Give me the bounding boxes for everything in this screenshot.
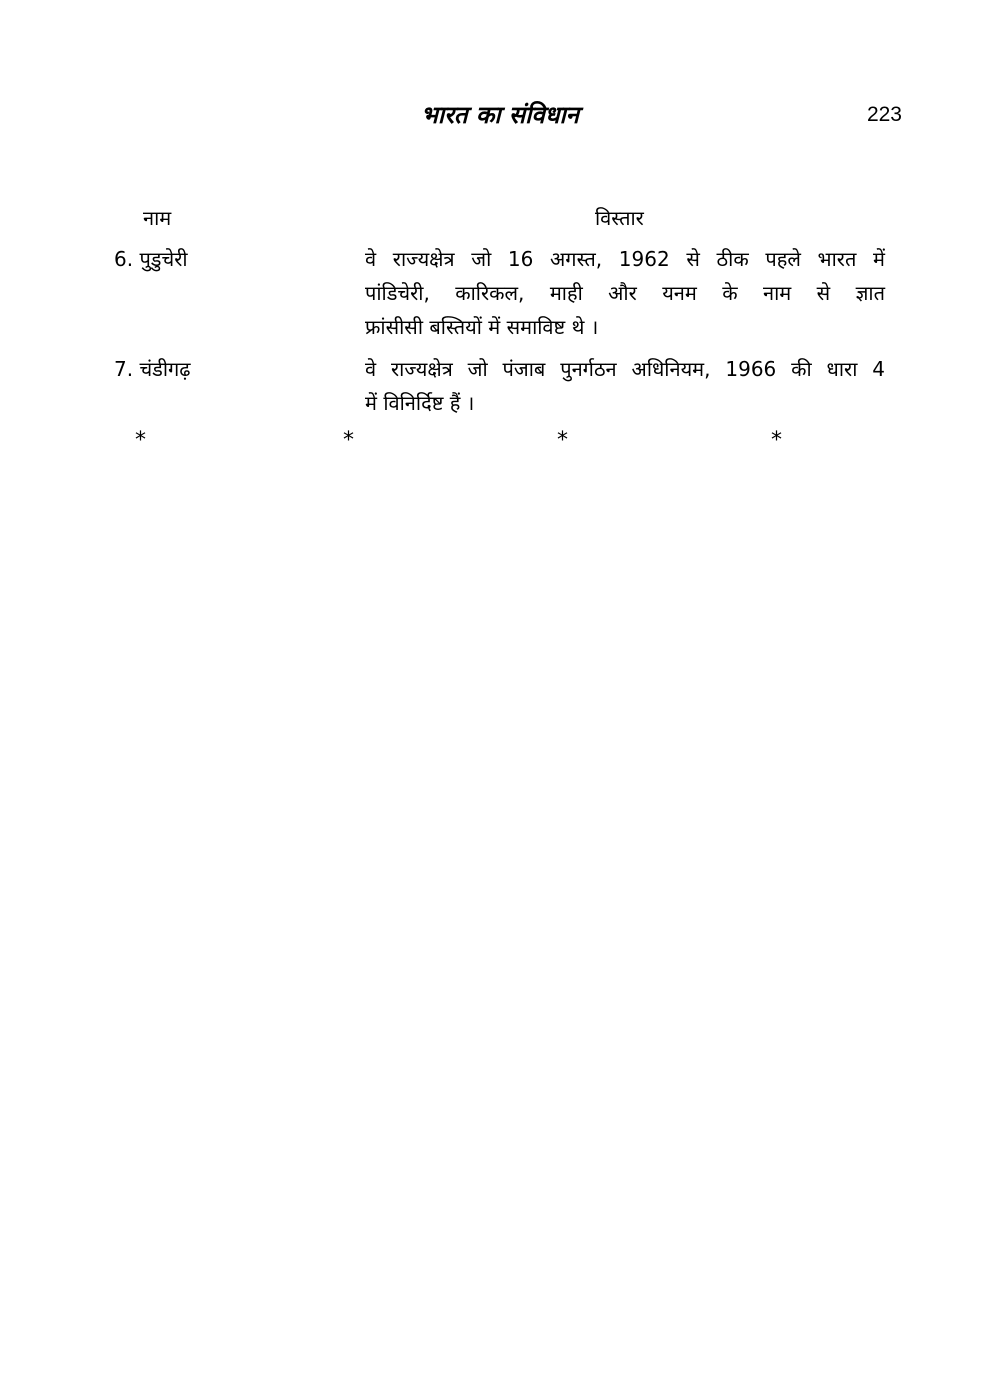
extent-line: पांडिचेरी, कारिकल, माही और यनम के नाम से ज्ञात <box>365 281 885 305</box>
page-number: 223 <box>866 103 902 126</box>
extent-line: वे राज्यक्षेत्र जो पंजाब पुनर्गठन अधिनियम, 1966 की धारा 4 <box>365 357 885 381</box>
extent-line: में विनिर्दिष्ट हैं । <box>365 391 475 415</box>
omission-star: * <box>135 428 146 453</box>
extent-line: वे राज्यक्षेत्र जो 16 अगस्त, 1962 से ठीक पहले भारत में <box>365 247 885 271</box>
omission-star: * <box>343 428 354 453</box>
page-title: भारत का संविधान <box>420 101 580 129</box>
row-extent <box>365 242 885 344</box>
column-header-name: नाम <box>143 206 172 230</box>
omission-star: * <box>557 428 568 453</box>
extent-line: फ्रांसीसी बस्तियों में समाविष्ट थे । <box>365 315 599 339</box>
column-header-extent: विस्तार <box>595 206 644 230</box>
row-name: 6. पुडुचेरी <box>114 247 188 271</box>
row-name: 7. चंडीगढ़ <box>114 357 191 381</box>
row-extent <box>365 352 885 420</box>
omission-star: * <box>771 428 782 453</box>
